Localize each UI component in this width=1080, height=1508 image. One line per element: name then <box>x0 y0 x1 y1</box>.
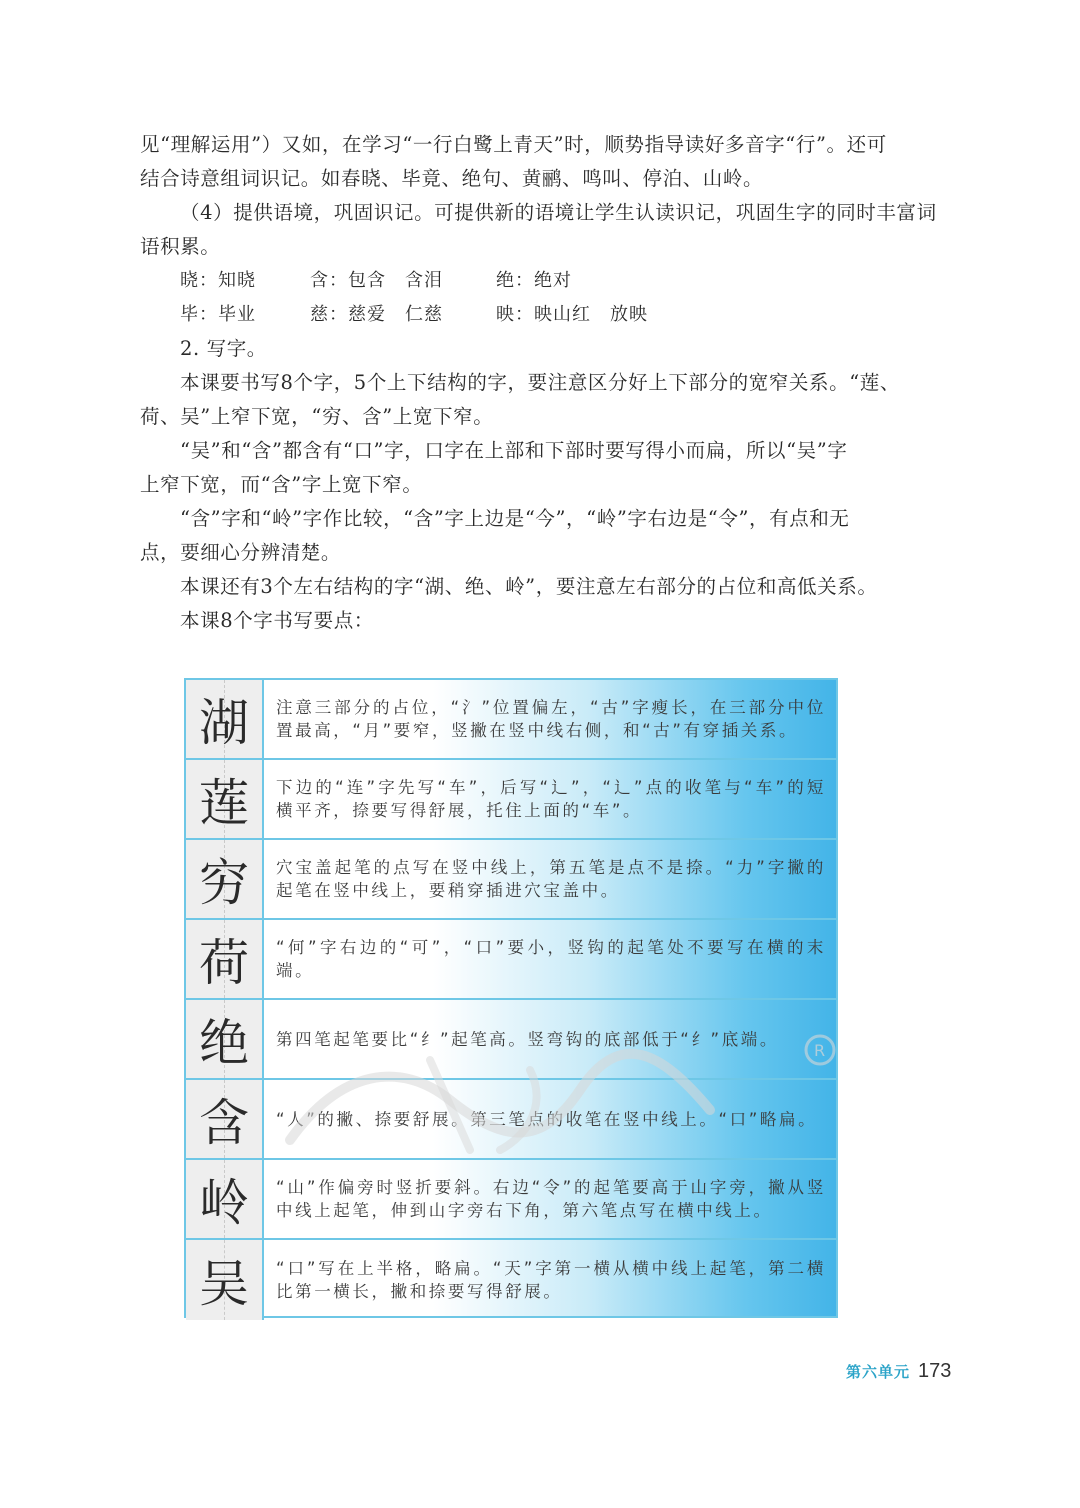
paragraph-line: 本课要书写8个字，5个上下结构的字，要注意区分好上下部分的宽窄关系。“莲、 <box>180 371 900 394</box>
character-cell <box>186 1160 264 1238</box>
table-row <box>186 1160 836 1240</box>
paragraph-line: 见“理解运用”）又如，在学习“一行白鹭上青天”时，顺势指导读好多音字“行”。还可 <box>140 133 887 156</box>
description-cell: 穴宝盖起笔的点写在竖中线上，第五笔是点不是捺。“力”字撇的起笔在竖中线上，要稍穿插进穴宝盖中。 <box>276 858 826 900</box>
character-cell <box>186 1080 264 1158</box>
paragraph-line: 点，要细心分辨清楚。 <box>140 541 342 564</box>
svg-text:R: R <box>814 1041 826 1060</box>
vocab-item: 绝：绝对 <box>496 270 572 291</box>
vocab-item: 慈：慈爱 仁慈 <box>310 304 443 325</box>
vocab-item: 晓：知晓 <box>180 270 256 291</box>
description-cell: “口”写在上半格，略扁。“天”字第一横从横中线上起笔，第二横比第一横长，撇和捺要写得舒展。 <box>276 1259 826 1301</box>
vocab-item: 映：映山红 放映 <box>496 304 648 325</box>
body-text <box>140 128 970 638</box>
character-glyph: 绝 <box>199 1014 249 1072</box>
character-cell <box>186 760 264 838</box>
paragraph-line: 荷、吴”上窄下宽，“穷、含”上宽下窄。 <box>140 405 494 428</box>
character-glyph: 岭 <box>199 1174 249 1232</box>
description-cell: 注意三部分的占位，“氵”位置偏左，“古”字瘦长，在三部分中位置最高，“月”要窄，竖撇在竖中线右侧，和“古”有穿插关系。 <box>276 698 826 740</box>
page-footer <box>846 1360 951 1383</box>
character-glyph: 湖 <box>199 694 249 752</box>
table-row <box>186 760 836 840</box>
table-row <box>186 840 836 920</box>
character-glyph: 荷 <box>199 934 249 992</box>
vocab-row <box>140 264 970 298</box>
character-cell <box>186 1240 264 1320</box>
vocab-item: 含：包含 含泪 <box>310 270 443 291</box>
unit-label: 第六单元 <box>846 1363 911 1381</box>
paragraph-line: （4）提供语境，巩固识记。可提供新的语境让学生认读识记，巩固生字的同时丰富词 <box>180 201 937 224</box>
character-glyph: 穷 <box>199 854 249 912</box>
paragraph-line: 本课还有3个左右结构的字“湖、绝、岭”，要注意左右部分的占位和高低关系。 <box>180 575 878 598</box>
paragraph-line: 语积累。 <box>140 235 221 258</box>
table-row <box>186 1000 836 1080</box>
table-row <box>186 920 836 1000</box>
paragraph-line: 本课8个字书写要点： <box>180 609 374 632</box>
character-cell <box>186 920 264 998</box>
writing-points-table <box>184 678 838 1318</box>
paragraph-line: 上窄下宽，而“含”字上宽下窄。 <box>140 473 423 496</box>
table-row <box>186 1240 836 1320</box>
character-glyph: 吴 <box>199 1255 249 1313</box>
character-glyph: 含 <box>199 1094 249 1152</box>
vocab-row <box>140 298 970 332</box>
paragraph-line: “吴”和“含”都含有“口”字，口字在上部和下部时要写得小而扁，所以“吴”字 <box>180 439 848 462</box>
description-cell: “山”作偏旁时竖折要斜。右边“令”的起笔要高于山字旁，撇从竖中线上起笔，伸到山字旁右下角，第六笔点写在横中线上。 <box>276 1178 826 1220</box>
description-cell: “人”的撇、捺要舒展。第三笔点的收笔在竖中线上。“口”略扁。 <box>276 1109 818 1129</box>
table-row <box>186 680 836 760</box>
paragraph-line: “含”字和“岭”字作比较，“含”字上边是“今”，“岭”字右边是“令”，有点和无 <box>180 507 850 530</box>
section-heading: 2. 写字。 <box>180 337 267 360</box>
character-glyph: 莲 <box>199 774 249 832</box>
table-row <box>186 1080 836 1160</box>
page-number: 173 <box>918 1360 952 1382</box>
vocab-item: 毕：毕业 <box>180 304 256 325</box>
description-cell: 下边的“连”字先写“车”，后写“辶”，“辶”点的收笔与“车”的短横平齐，捺要写得舒展，托住上面的“车”。 <box>276 778 826 820</box>
description-cell: “何”字右边的“可”，“口”要小，竖钩的起笔处不要写在横的末端。 <box>276 938 826 980</box>
character-cell <box>186 1000 264 1078</box>
character-cell <box>186 680 264 758</box>
character-cell <box>186 840 264 918</box>
description-cell: 第四笔起笔要比“纟”起笔高。竖弯钩的底部低于“纟”底端。 <box>276 1029 779 1049</box>
paragraph-line: 结合诗意组词识记。如春晓、毕竟、绝句、黄鹂、鸣叫、停泊、山岭。 <box>140 167 764 190</box>
